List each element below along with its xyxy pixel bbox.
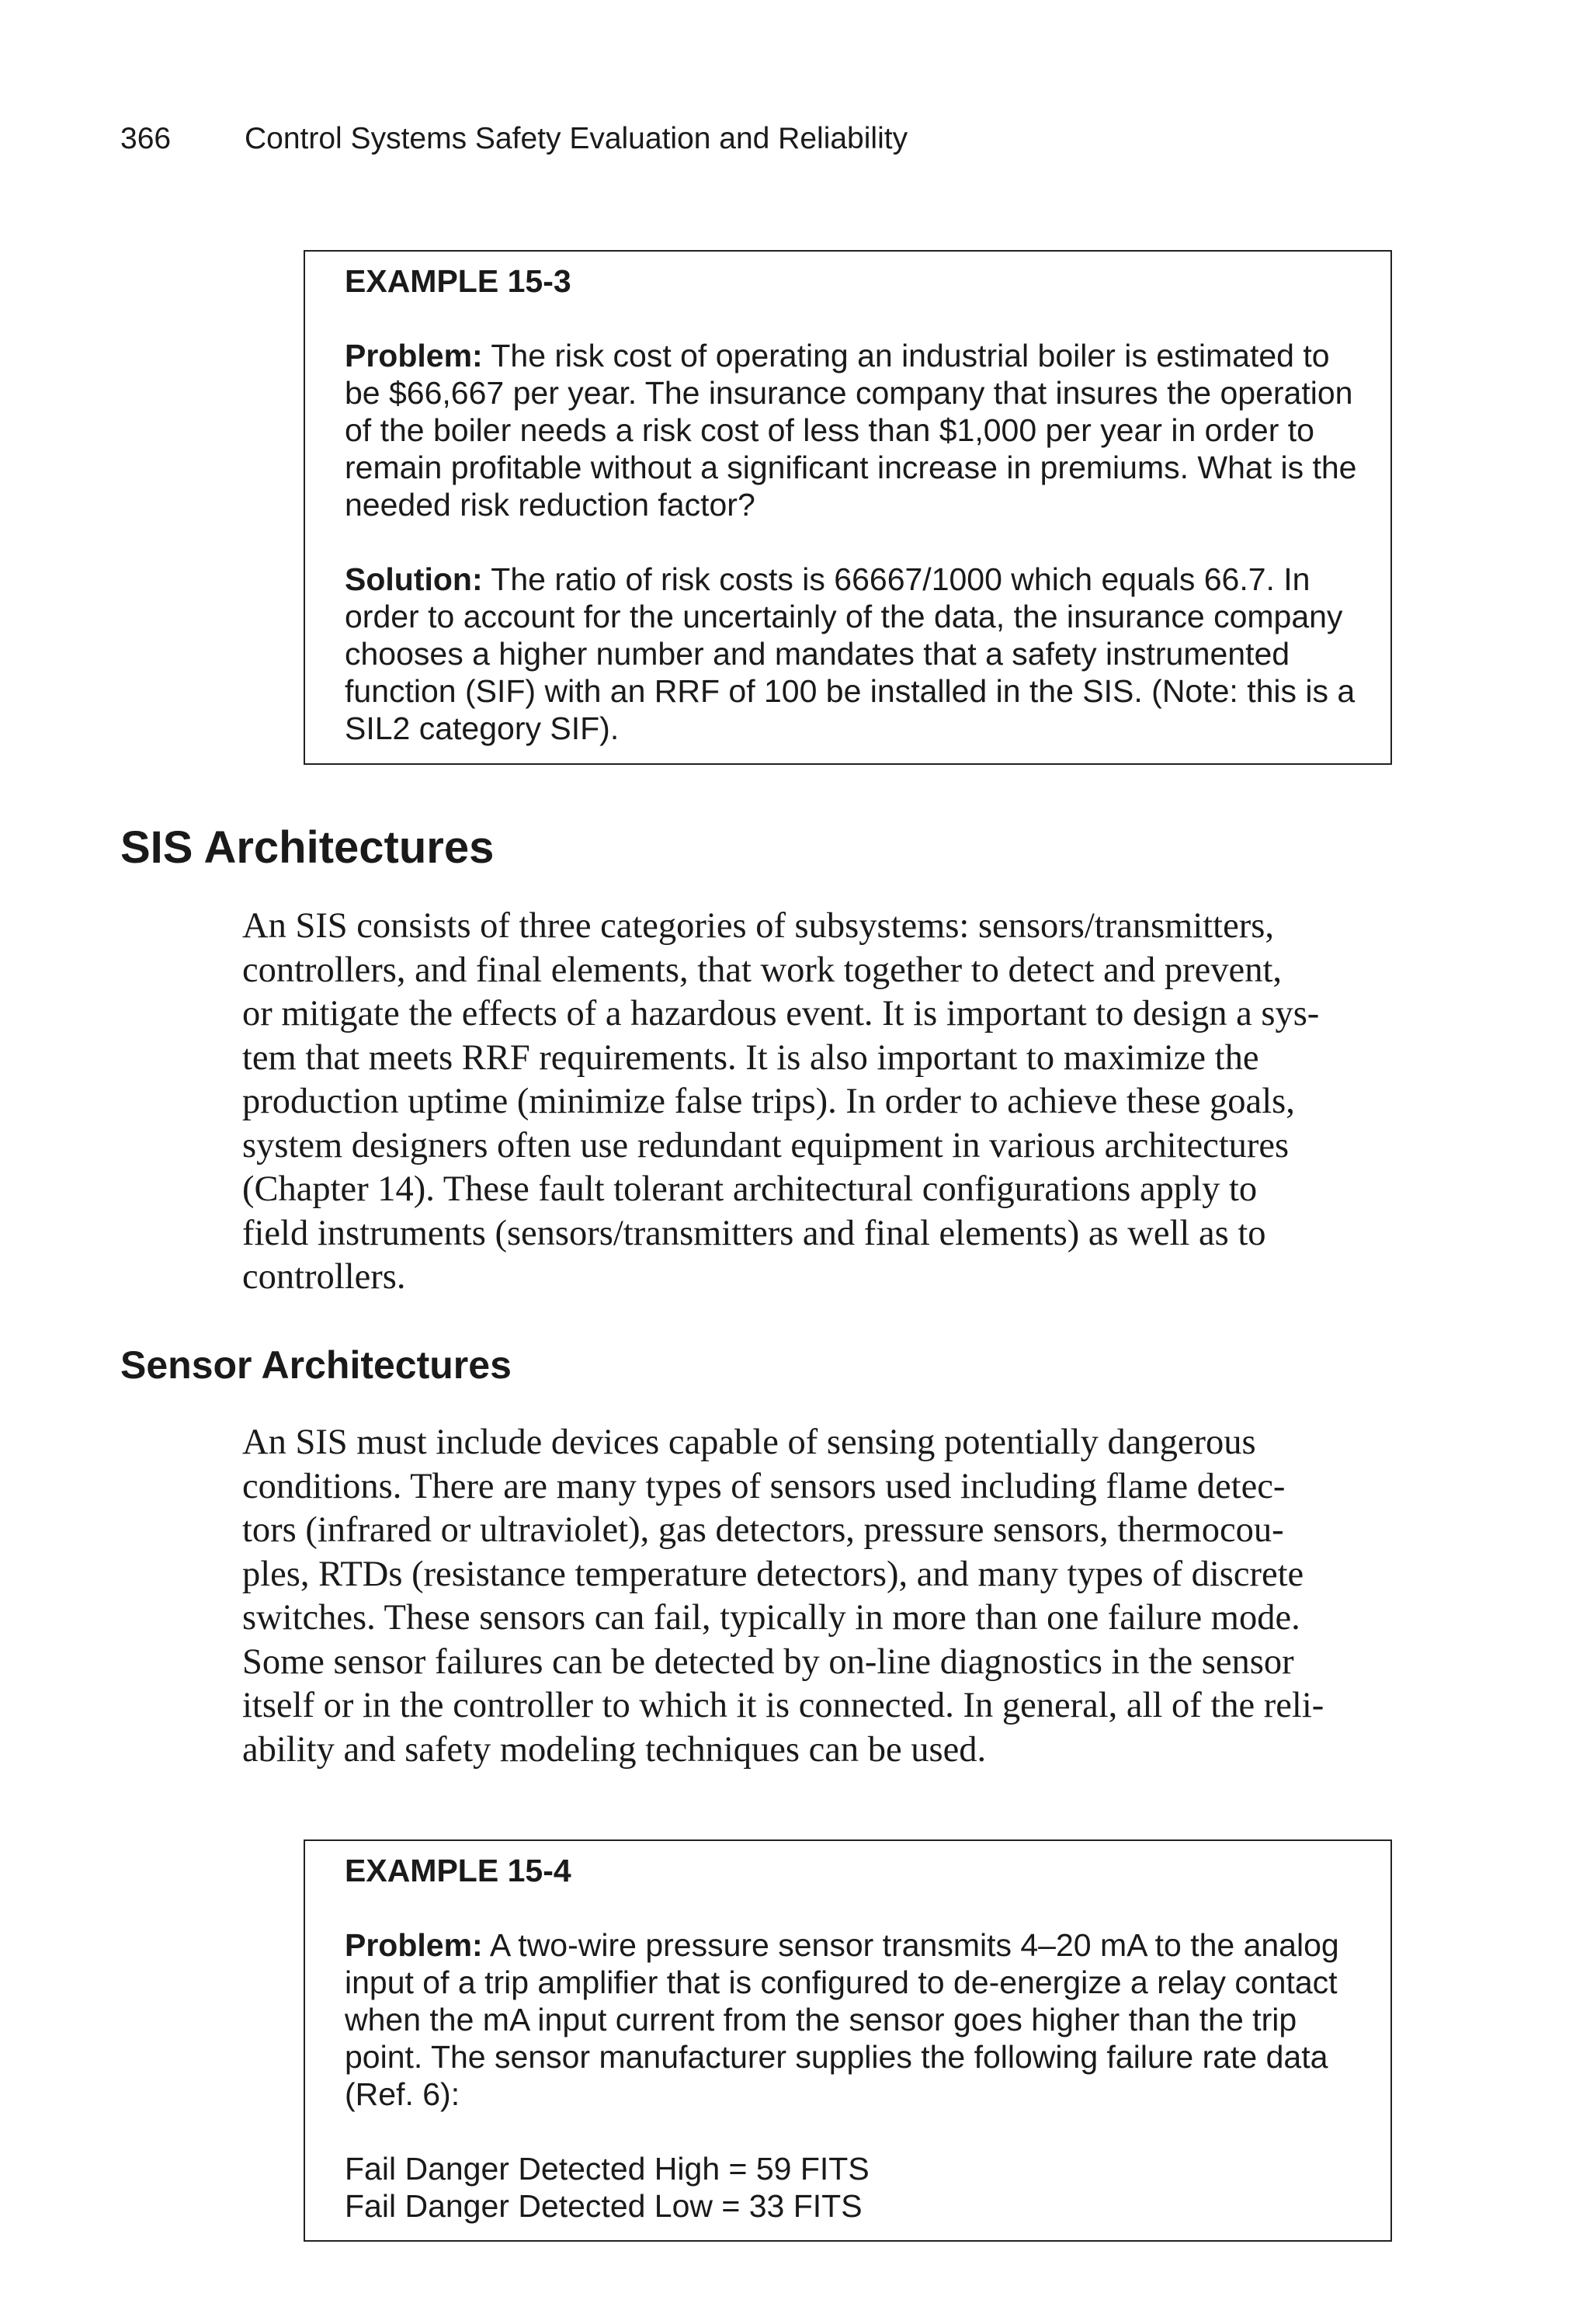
example-title: EXAMPLE 15-3	[345, 263, 571, 299]
problem-text: The risk cost of operating an industrial boiler is estimated to be $66,667 per year. The insurance company that insures the operation of the boiler needs a risk cost of less than $1,000 per year in order to remain profitable without a significant increase in premiums. What is the needed risk reduction factor?	[345, 338, 1357, 523]
section-paragraph: An SIS consists of three categories of subsystems: sensors/transmitters, controllers, and final elements, that work together to detect and prevent, or mitigate the effects of a hazardous event. It is important to design a sys- tem that meets RRF requirements. It is also important to maximize the production uptime (minimize false trips). In order to achieve these goals, system designers often use redundant equipment in various architectures (Chapter 14). These fault tolerant architectural configurations apply to field instruments (sensors/transmitters and final elements) as well as to controllers.	[242, 906, 1320, 1297]
book-title: Control Systems Safety Evaluation and Reliability	[245, 122, 908, 155]
failure-rate-list: Fail Danger Detected High = 59 FITS Fail Danger Detected Low = 33 FITS	[345, 2151, 870, 2224]
example-15-4-box	[304, 1839, 1392, 2242]
solution-text: The ratio of risk costs is 66667/1000 which equals 66.7. In order to account for the uncertainly of the data, the insurance company chooses a higher number and mandates that a safety instrumented function (SIF) with an RRF of 100 be installed in the SIS. (Note: this is a SIL2 category SIF).	[345, 561, 1356, 746]
section-heading: SIS Architectures	[120, 822, 495, 873]
subsection-paragraph: An SIS must include devices capable of sensing potentially dangerous conditions. There are many types of sensors used including flame detec- tors (infrared or ultraviolet), gas detectors, pressure sensors, thermocou- ples, RTDs (resistance temperature detectors), and many types of discrete switches. These sensors can fail, typically in more than one failure mode. Some sensor failures can be detected by on-line diagnostics in the sensor itself or in the controller to which it is connected. In general, all of the reli- ability and safety modeling techniques can be used.	[242, 1423, 1324, 1770]
problem-label: Problem:	[345, 338, 483, 373]
problem-text: A two-wire pressure sensor transmits 4–20 mA to the analog input of a trip amplifier that is configured to de-energize a relay contact when the mA input current from the sensor goes higher than the trip point. The sensor manufacturer supplies the following failure rate data (Ref. 6):	[345, 1927, 1339, 2112]
example-problem	[345, 1926, 1359, 2113]
example-problem	[345, 337, 1359, 523]
example-solution	[345, 561, 1359, 747]
example-title: EXAMPLE 15-4	[345, 1853, 571, 1888]
solution-label: Solution:	[345, 561, 483, 597]
problem-label: Problem:	[345, 1927, 483, 1963]
example-15-3-box	[304, 250, 1392, 765]
page-number: 366	[120, 122, 172, 155]
subsection-heading: Sensor Architectures	[120, 1343, 512, 1387]
running-head	[120, 120, 908, 158]
